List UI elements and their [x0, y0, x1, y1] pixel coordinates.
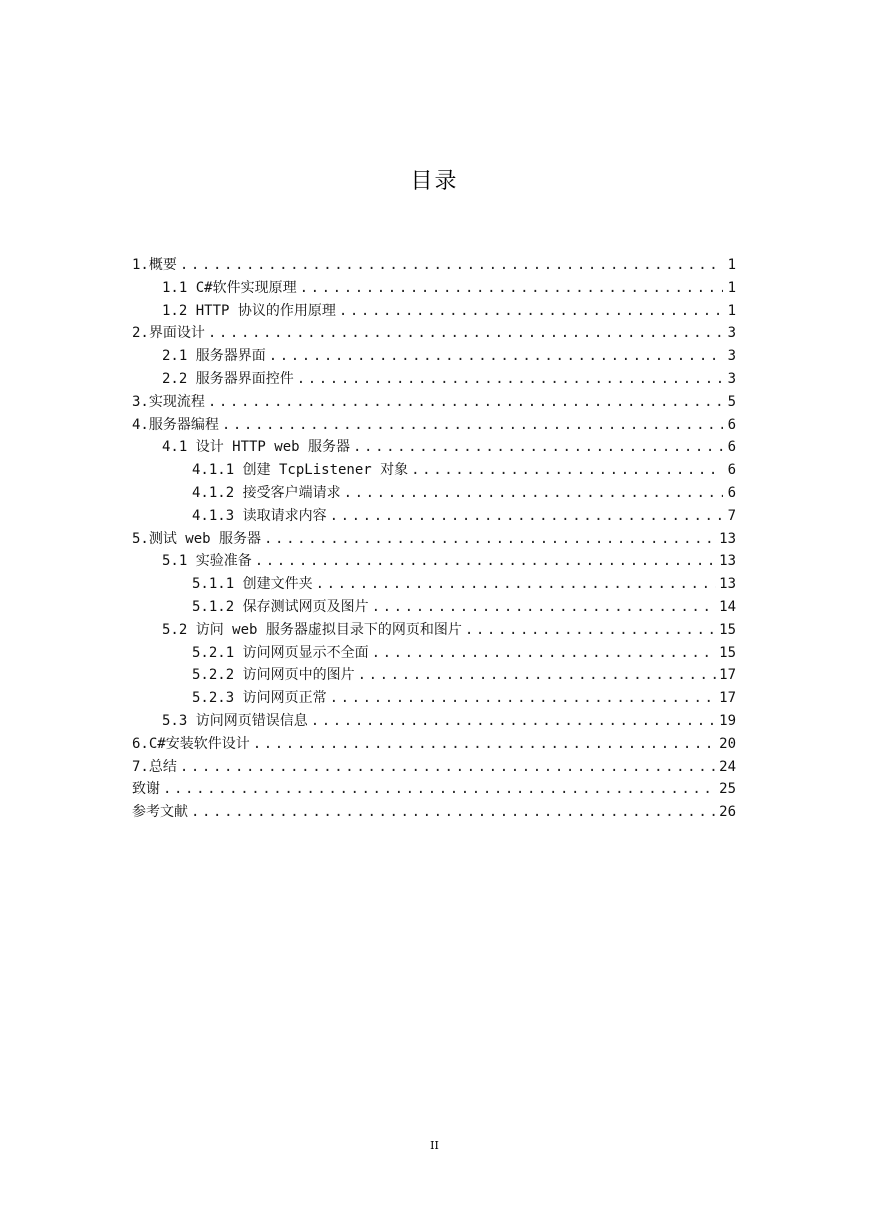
toc-entry-label: 6.C#安装软件设计	[132, 735, 250, 752]
page-number: II	[430, 1139, 439, 1152]
toc-entry[interactable]	[132, 619, 736, 642]
toc-entry-label: 2.2 服务器界面控件	[162, 370, 294, 387]
toc-entry[interactable]	[132, 756, 736, 779]
toc-entry[interactable]	[132, 505, 736, 528]
toc-entry-page: 15	[719, 644, 736, 661]
toc-entry[interactable]	[132, 778, 736, 801]
toc-entry-page: 13	[719, 576, 736, 593]
toc-leader-dots	[311, 710, 716, 733]
toc-entry-label: 致谢	[132, 781, 160, 798]
toc-leader-dots	[180, 254, 723, 277]
toc-leader-dots	[411, 459, 723, 482]
toc-entry-label: 5.2.1 访问网页显示不全面	[192, 644, 369, 661]
toc-entry-page: 1	[727, 257, 736, 273]
toc-entry-page: 15	[719, 621, 736, 638]
toc-entry-page: 25	[719, 781, 736, 798]
toc-leader-dots	[330, 687, 717, 710]
toc-entry[interactable]	[132, 642, 736, 665]
toc-entry-page: 3	[727, 325, 736, 342]
toc-entry[interactable]	[132, 528, 736, 551]
toc-entry-page: 17	[719, 667, 736, 684]
toc-leader-dots	[330, 505, 723, 528]
toc-entry-label: 5.1 实验准备	[162, 553, 252, 570]
toc-entry-label: 4.1.3 读取请求内容	[192, 507, 327, 524]
toc-leader-dots	[353, 436, 723, 459]
toc-leader-dots	[264, 528, 716, 551]
toc-entry-page: 20	[719, 735, 736, 752]
toc-entry[interactable]	[132, 436, 736, 459]
toc-entry-label: 4.1.1 创建 TcpListener 对象	[192, 462, 409, 479]
toc-entry[interactable]	[132, 550, 736, 573]
toc-entry-page: 6	[727, 439, 736, 456]
toc-entry[interactable]	[132, 801, 736, 824]
toc-entry[interactable]	[132, 254, 736, 277]
toc-entry-page: 3	[727, 370, 736, 387]
toc-entry-page: 26	[719, 804, 736, 821]
page-title: 目录	[410, 169, 459, 194]
toc-entry-page: 6	[727, 484, 736, 501]
toc-entry-page: 7	[727, 507, 736, 524]
toc-entry[interactable]	[132, 300, 736, 323]
toc-leader-dots	[255, 550, 716, 573]
toc-entry-label: 1.2 HTTP 协议的作用原理	[162, 302, 336, 319]
toc-leader-dots	[253, 733, 716, 756]
toc-entry-label: 1.概要	[132, 257, 177, 273]
toc-entry-label: 1.1 C#软件实现原理	[162, 279, 297, 296]
toc-entry-page: 13	[719, 553, 736, 570]
toc-entry[interactable]	[132, 482, 736, 505]
toc-entry[interactable]	[132, 368, 736, 391]
toc-entry-label: 5.测试 web 服务器	[132, 530, 262, 547]
toc-leader-dots	[339, 300, 723, 323]
toc-entry-label: 7.总结	[132, 758, 177, 775]
toc-entry-label: 参考文献	[132, 804, 188, 821]
toc-entry-label: 5.3 访问网页错误信息	[162, 712, 308, 729]
toc-entry[interactable]	[132, 345, 736, 368]
toc-entry[interactable]	[132, 710, 736, 733]
toc-leader-dots	[372, 642, 717, 665]
toc-entry-label: 5.2.3 访问网页正常	[192, 690, 327, 707]
toc-entry[interactable]	[132, 573, 736, 596]
toc-entry-label: 4.1.2 接受客户端请求	[192, 484, 341, 501]
toc-entry-page: 17	[719, 690, 736, 707]
toc-leader-dots	[269, 345, 723, 368]
toc-entry-page: 3	[727, 348, 736, 365]
toc-entry-page: 19	[719, 712, 736, 729]
toc-entry-page: 5	[727, 393, 736, 410]
toc-entry[interactable]	[132, 733, 736, 756]
toc-leader-dots	[300, 277, 723, 300]
toc-leader-dots	[191, 801, 716, 824]
toc-entry-page: 24	[719, 758, 736, 775]
toc-leader-dots	[344, 482, 723, 505]
toc-entry-label: 5.1.2 保存测试网页及图片	[192, 598, 369, 615]
toc-entry[interactable]	[132, 664, 736, 687]
toc-leader-dots	[208, 391, 723, 414]
toc-leader-dots	[358, 664, 717, 687]
toc-entry-label: 2.界面设计	[132, 325, 205, 342]
toc-entry-page: 6	[727, 416, 736, 433]
toc-entry[interactable]	[132, 414, 736, 437]
toc-entry-label: 3.实现流程	[132, 393, 205, 410]
toc-entry-page: 1	[727, 279, 736, 296]
toc-entry-label: 5.1.1 创建文件夹	[192, 576, 313, 593]
toc-entry[interactable]	[132, 322, 736, 345]
toc-entry-page: 14	[719, 598, 736, 615]
toc-entry-page: 13	[719, 530, 736, 547]
toc-entry[interactable]	[132, 687, 736, 710]
toc-entry-label: 4.1 设计 HTTP web 服务器	[162, 439, 351, 456]
toc-leader-dots	[180, 756, 716, 779]
toc-entry-page: 6	[727, 462, 736, 479]
toc-leader-dots	[208, 322, 723, 345]
toc-entry[interactable]	[132, 391, 736, 414]
toc-entry-page: 1	[727, 302, 736, 319]
toc-entry-label: 5.2 访问 web 服务器虚拟目录下的网页和图片	[162, 621, 462, 638]
toc-leader-dots	[222, 414, 723, 437]
toc-leader-dots	[465, 619, 716, 642]
table-of-contents	[132, 254, 736, 824]
toc-entry[interactable]	[132, 277, 736, 300]
toc-entry[interactable]	[132, 459, 736, 482]
toc-entry[interactable]	[132, 596, 736, 619]
toc-leader-dots	[316, 573, 717, 596]
toc-entry-label: 5.2.2 访问网页中的图片	[192, 667, 355, 684]
toc-leader-dots	[297, 368, 723, 391]
toc-leader-dots	[372, 596, 717, 619]
toc-leader-dots	[163, 778, 716, 801]
toc-entry-label: 4.服务器编程	[132, 416, 219, 433]
toc-entry-label: 2.1 服务器界面	[162, 348, 266, 365]
